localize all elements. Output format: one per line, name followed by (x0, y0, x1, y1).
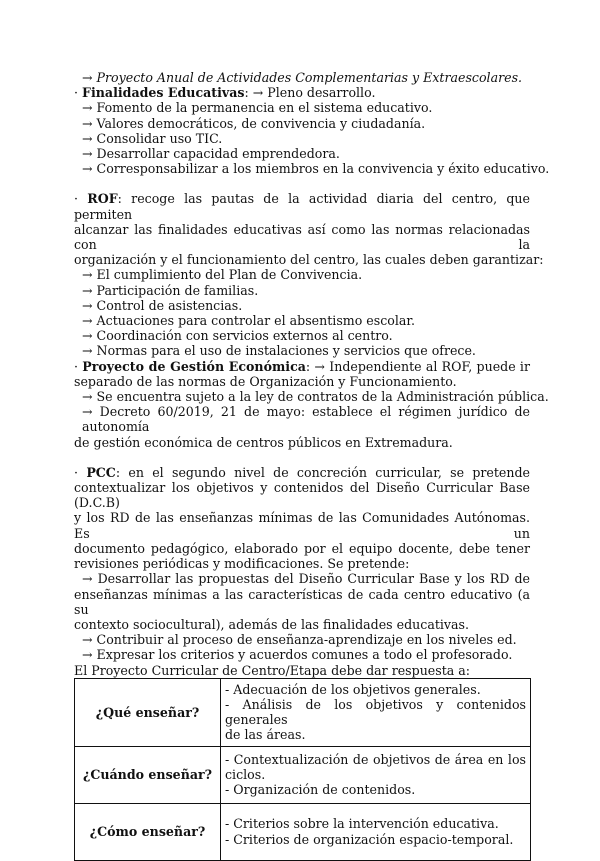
pge-paragraph-line: · Proyecto de Gestión Económica: → Independiente al ROF, puede ir (74, 358, 530, 374)
rof-paragraph-line: · ROF: recoge las pautas de la actividad diaria del centro, que permiten (74, 191, 530, 222)
pcc-paragraph-line: revisiones periódicas y modificaciones. Se pretende: (74, 556, 410, 572)
pcc-paragraph-line: y los RD de las enseñanzas mínimas de las Comunidades Autónomas. Es un (74, 510, 530, 541)
table-question-cell: ¿Cuándo enseñar? (75, 746, 221, 803)
list-item: → Desarrollar capacidad emprendedora. (82, 146, 340, 162)
finalidades-label: Finalidades Educativas (82, 85, 245, 101)
pcc-paragraph-line: contextualizar los objetivos y contenidos del Diseño Curricular Base (D.C.B) (74, 480, 530, 511)
table-question-cell: ¿Qué enseñar? (75, 678, 221, 746)
table-row (75, 678, 531, 746)
rof-paragraph-line: alcanzar las finalidades educativas así como las normas relacionadas con la (74, 221, 530, 253)
list-item: → Consolidar uso TIC. (82, 130, 223, 146)
list-item-continuation: enseñanzas mínimas a las características de cada centro educativo (a su (74, 586, 530, 617)
list-item: → Desarrollar las propuestas del Diseño Curricular Base y los RD de (82, 571, 530, 587)
list-item: → Actuaciones para controlar el absentismo escolar. (82, 313, 416, 329)
list-item: → Corresponsabilizar a los miembros en la convivencia y éxito educativo. (82, 161, 550, 177)
pcc-paragraph-line: documento pedagógico, elaborado por el equipo docente, debe tener (74, 540, 530, 556)
pcc-paragraph-line: · PCC: en el segundo nivel de concreción curricular, se pretende (74, 464, 530, 480)
rof-paragraph-line: organización y el funcionamiento del centro, las cuales deben garantizar: (74, 252, 544, 268)
rof-label: ROF (87, 191, 118, 207)
table-row (75, 746, 531, 803)
list-item: → Expresar los criterios y acuerdos comunes a todo el profesorado. (82, 647, 513, 663)
list-item: → Fomento de la permanencia en el sistema educativo. (82, 100, 433, 116)
finalidades-heading: · Finalidades Educativas: → Pleno desarrollo. (74, 85, 376, 101)
list-item: → Decreto 60/2019, 21 de mayo: establece el régimen jurídico de autonomía (82, 404, 530, 435)
table-question-cell: ¿Cómo enseñar? (75, 803, 221, 860)
pac-line: → Proyecto Anual de Actividades Complementarias y Extraescolares. (82, 70, 523, 85)
list-item: → Participación de familias. (82, 282, 259, 298)
pcc-label: PCC (86, 464, 116, 480)
list-item: → El cumplimiento del Plan de Convivencia. (82, 267, 363, 283)
list-item: → Valores democráticos, de convivencia y ciudadanía. (82, 115, 426, 131)
list-item: → Coordinación con servicios externos al centro. (82, 328, 393, 344)
list-item: → Normas para el uso de instalaciones y servicios que ofrece. (82, 343, 476, 359)
pcc-table (74, 678, 531, 861)
list-item: → Contribuir al proceso de enseñanza-aprendizaje en los niveles ed. (82, 632, 517, 648)
list-item: → Se encuentra sujeto a la ley de contratos de la Administración pública. (82, 389, 549, 405)
table-row (75, 803, 531, 860)
list-item-continuation: de gestión económica de centros públicos en Extremadura. (74, 434, 453, 450)
document-page (74, 70, 550, 861)
pge-paragraph-line: separado de las normas de Organización y Funcionamiento. (74, 373, 457, 389)
pge-label: Proyecto de Gestión Económica (82, 358, 306, 374)
table-intro: El Proyecto Curricular de Centro/Etapa debe dar respuesta a: (74, 662, 471, 678)
list-item-continuation: contexto sociocultural), además de las finalidades educativas. (74, 616, 470, 632)
table-answer-cell: - Contextualización de objetivos de área en los ciclos. - Organización de contenidos. (221, 746, 531, 803)
list-item: → Control de asistencias. (82, 297, 243, 313)
table-answer-cell: - Adecuación de los objetivos generales. - Análisis de los objetivos y contenidos generales de las áreas. (221, 678, 531, 746)
table-answer-cell: - Criterios sobre la intervención educativa. - Criterios de organización espacio-temporal. (221, 803, 531, 860)
